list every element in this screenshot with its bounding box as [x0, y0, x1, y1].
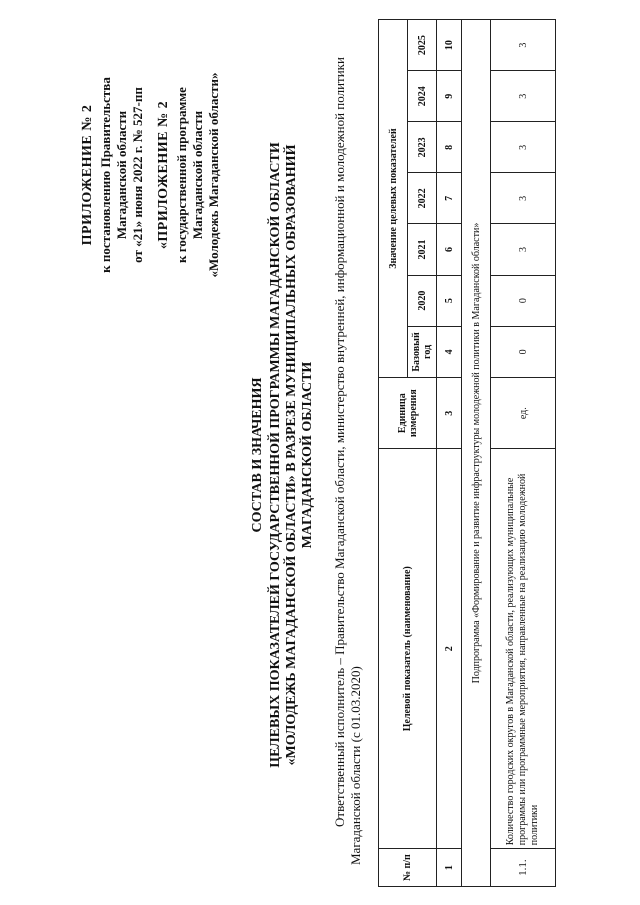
header-name: Целевой показатель (наименование) [379, 449, 437, 849]
indicators-table-wrap [378, 19, 556, 887]
subprogram-row: Подпрограмма «Формирование и развитие инфраструктуры молодежной политики в Магаданской области» [462, 20, 491, 887]
index-cell: 2 [437, 449, 462, 849]
header-year: 2025 [408, 20, 437, 71]
header-year: 2020 [408, 275, 437, 326]
document-heading [250, 75, 316, 835]
row-unit: ед. [491, 378, 556, 449]
row-num: 1.1. [491, 849, 556, 887]
index-cell: 7 [437, 173, 462, 224]
header-year: 2024 [408, 71, 437, 122]
heading-line: ЦЕЛЕВЫХ ПОКАЗАТЕЛЕЙ ГОСУДАРСТВЕННОЙ ПРОГРАММЫ МАГАДАНСКОЙ ОБЛАСТИ [268, 142, 283, 768]
index-cell: 6 [437, 224, 462, 275]
header-year: 2022 [408, 173, 437, 224]
header-unit: Единица измерения [379, 378, 437, 449]
row-value: 3 [491, 173, 556, 224]
header-base-year: Базовый год [408, 326, 437, 377]
appendix-title: ПРИЛОЖЕНИЕ № 2 [80, 104, 95, 246]
appendix-block [80, 35, 222, 315]
indicators-table [378, 19, 556, 887]
appendix-line: «Молодежь Магаданской области» [206, 72, 221, 278]
heading-line: МАГАДАНСКОЙ ОБЛАСТИ [300, 361, 315, 549]
header-values: Значение целевых показателей [379, 20, 408, 378]
row-value: 3 [491, 20, 556, 71]
header-year: 2023 [408, 122, 437, 173]
index-cell: 10 [437, 20, 462, 71]
appendix-line: Магаданской области [114, 110, 129, 240]
index-cell: 3 [437, 378, 462, 449]
appendix-line: Магаданской области [190, 110, 205, 240]
index-cell: 8 [437, 122, 462, 173]
appendix-line: к государственной программе [174, 87, 189, 263]
index-cell: 9 [437, 71, 462, 122]
row-value: 3 [491, 122, 556, 173]
index-cell: 5 [437, 275, 462, 326]
row-name: Количество городских округов в Магаданской области, реализующих муниципальные программы или программные мероприятия, направленные на реализацию молодежной политики [491, 449, 556, 849]
header-num: № п/п [379, 849, 437, 887]
appendix-title-2: «ПРИЛОЖЕНИЕ № 2 [156, 100, 171, 250]
responsible-executor: Ответственный исполнитель – Правительство Магаданской области, министерство внутренней, информационной и молодежной политики Магаданской области (с 01.03.2020) [332, 57, 363, 865]
header-year: 2021 [408, 224, 437, 275]
heading-line: «МОЛОДЕЖЬ МАГАДАНСКОЙ ОБЛАСТИ» В РАЗРЕЗЕ МУНИЦИПАЛЬНЫХ ОБРАЗОВАНИЙ [284, 144, 299, 766]
index-cell: 1 [437, 849, 462, 887]
index-cell: 4 [437, 326, 462, 377]
appendix-line: к постановлению Правительства [98, 77, 113, 273]
row-base: 0 [491, 326, 556, 377]
appendix-line: от «21» июня 2022 г. № 527-пп [130, 87, 145, 263]
table-row [491, 20, 556, 887]
heading-line: СОСТАВ И ЗНАЧЕНИЯ [250, 377, 265, 533]
row-value: 0 [491, 275, 556, 326]
row-value: 3 [491, 71, 556, 122]
row-value: 3 [491, 224, 556, 275]
